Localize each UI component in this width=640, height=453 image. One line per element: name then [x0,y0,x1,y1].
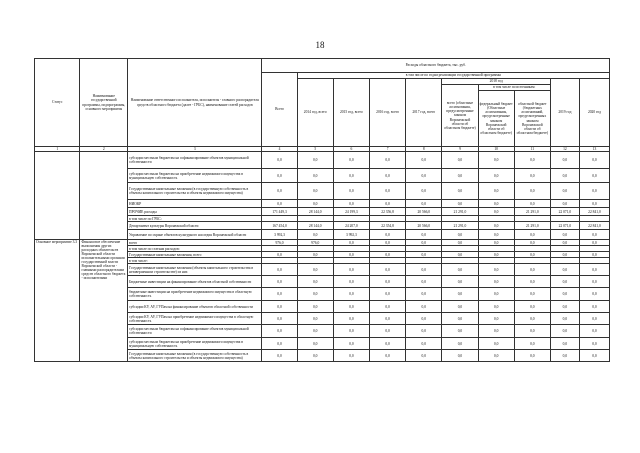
value-cell: 20 566,0 [406,222,442,230]
value-cell: 0,0 [478,288,514,301]
col-number: 2 [80,147,128,152]
row-label: Государственные капитальные вложения (объекты капитального строительства в незавершенном строительстве) из них [128,264,262,276]
value-cell: 22 841,0 [579,222,609,230]
value-cell: 0,0 [297,288,333,301]
row-label: Государственные капитальные вложения (в государственную собственность в объекты капитального строительства и объекты недвижимого имущества) [128,183,262,200]
value-cell: 3 992,3 [333,230,369,240]
value-cell: 0,0 [297,325,333,338]
value-cell: 976,0 [297,240,333,246]
value-cell: 3 992,3 [262,230,297,240]
value-cell: 0,0 [406,252,442,258]
value-cell: 0,0 [406,301,442,313]
value-cell: 0,0 [406,276,442,288]
value-cell: 0,0 [297,338,333,350]
value-cell: 21 291,0 [442,208,478,216]
row-label: субсидии КУ, АУ, ГУПам на финансирование объектов областной собственности [128,301,262,313]
value-cell: 0,0 [262,301,297,313]
value-cell: 0,0 [514,313,550,325]
value-cell: 0,0 [333,288,369,301]
value-cell: 0,0 [478,301,514,313]
value-cell: 0,0 [262,264,297,276]
value-cell: 0,0 [550,240,579,246]
row-label: субсидии местным бюджетам на приобретение недвижимого имущества в муниципальную собственность [128,338,262,350]
value-cell: 0,0 [550,338,579,350]
value-cell: 0,0 [442,169,478,183]
value-cell: 0,0 [262,252,297,258]
value-cell: 0,0 [442,152,478,169]
value-cell: 0,0 [579,252,609,258]
value-cell: 0,0 [442,200,478,208]
value-cell: 0,0 [333,183,369,200]
value-cell: 0,0 [550,288,579,301]
row-label: бюджетные инвестиции на приобретение недвижимого имущества в областную собственность [128,288,262,301]
value-cell: 167 454,0 [262,222,297,230]
value-cell: 0,0 [406,313,442,325]
value-cell: 0,0 [514,338,550,350]
row-label: ПРОЧИЕ расходы [128,208,262,216]
value-cell: 0,0 [442,264,478,276]
value-cell: 0,0 [579,152,609,169]
value-cell: 0,0 [478,230,514,240]
row-label: Управление по охране объектов культурного наследия Воронежской области [128,230,262,240]
row-label: Государственные капитальные вложения (в государственную собственность в объекты капитального строительства и объекты недвижимого имущества) [128,350,262,362]
row-label: Бюджетные инвестиции на финансирование объектов областной собственности [128,276,262,288]
col-number: 5 [297,147,333,152]
value-cell: 0,0 [514,288,550,301]
value-cell: 0,0 [514,152,550,169]
header-2018-reg: областной бюджет (бюджетных ассигнований, предусмотренных законом Воронежской области об областном бюджете) [514,91,550,147]
col-number: 3 [128,147,262,152]
value-cell: 0,0 [406,288,442,301]
row-label: субсидии местным бюджетам на софинансирование объектов муниципальной собственности [128,325,262,338]
value-cell: 0,0 [550,200,579,208]
value-cell: 0,0 [406,325,442,338]
value-cell: 0,0 [478,200,514,208]
value-cell: 0,0 [370,264,406,276]
value-cell: 0,0 [550,301,579,313]
value-cell: 0,0 [406,240,442,246]
value-cell: 21 291,0 [514,222,550,230]
value-cell: 0,0 [478,350,514,362]
value-cell: 0,0 [579,230,609,240]
value-cell: 0,0 [478,313,514,325]
value-cell: 0,0 [333,152,369,169]
value-cell: 0,0 [442,183,478,200]
value-cell: 24 207,0 [333,222,369,230]
value-cell: 0,0 [514,230,550,240]
value-cell: 0,0 [478,264,514,276]
value-cell: 0,0 [370,338,406,350]
value-cell: 0,0 [478,208,514,216]
value-cell: 22 354,8 [370,222,406,230]
value-cell: 0,0 [550,276,579,288]
col-number: 10 [478,147,514,152]
table-body [35,152,610,362]
value-cell: 0,0 [442,301,478,313]
value-cell: 0,0 [579,313,609,325]
value-cell: 0,0 [442,325,478,338]
col-number: 9 [442,147,478,152]
row-label: субсидии местным бюджетам на приобретение недвижимого имущества в муниципальную собственность [128,169,262,183]
value-cell: 0,0 [333,200,369,208]
col-number: 7 [370,147,406,152]
header-2015: 2015 год, всего [333,79,369,147]
value-cell: 0,0 [550,183,579,200]
header-incl-years: в том числе по годам реализации государственной программы [297,73,609,79]
row-label: в том числе: [128,258,262,264]
value-cell: 0,0 [478,240,514,246]
value-cell: 0,0 [262,350,297,362]
value-cell: 0,0 [550,313,579,325]
value-cell: 0,0 [297,200,333,208]
col-number: 13 [579,147,609,152]
value-cell: 0,0 [478,183,514,200]
value-cell: 0,0 [406,169,442,183]
value-cell: 0,0 [514,200,550,208]
value-cell: 0,0 [297,276,333,288]
value-cell: 0,0 [333,313,369,325]
value-cell: 0,0 [442,230,478,240]
value-cell: 0,0 [370,350,406,362]
value-cell: 0,0 [262,313,297,325]
header-total: Всего [262,73,297,147]
value-cell: 0,0 [406,338,442,350]
col-number: 6 [333,147,369,152]
col-number: 4 [262,147,297,152]
header-status: Статус [35,59,80,147]
value-cell: 0,0 [262,276,297,288]
value-cell: 0,0 [478,252,514,258]
value-cell: 22 071,0 [550,222,579,230]
value-cell: 0,0 [333,276,369,288]
value-cell: 0,0 [297,313,333,325]
table-header [35,59,610,152]
value-cell: 0,0 [478,325,514,338]
section-status: Основное мероприятие 3.3 [35,240,80,362]
header-expenses: Расходы областного бюджета, тыс. руб. [262,59,610,73]
value-cell: 0,0 [550,230,579,240]
value-cell: 0,0 [333,301,369,313]
value-cell: 0,0 [333,325,369,338]
value-cell: 0,0 [406,264,442,276]
value-cell: 0,0 [406,152,442,169]
value-cell: 0,0 [333,252,369,258]
value-cell: 0,0 [262,169,297,183]
page-number: 18 [315,40,325,50]
value-cell: 0,0 [579,288,609,301]
value-cell: 0,0 [514,183,550,200]
value-cell: 0,0 [297,152,333,169]
value-cell: 0,0 [579,200,609,208]
value-cell: 28 144,0 [297,208,333,216]
value-cell: 21 291,0 [514,208,550,216]
header-ministry: Наименование ответственного исполнителя, исполнителя - главного распорядителя средств областного бюджета (далее - ГРБС), наименование статей расходов [128,59,262,147]
value-cell: 0,0 [550,169,579,183]
value-cell: 976,0 [262,240,297,246]
value-cell: 0,0 [406,183,442,200]
value-cell: 0,0 [579,264,609,276]
value-cell: 0,0 [370,325,406,338]
value-cell: 0,0 [297,350,333,362]
header-2020: 2020 год [579,79,609,147]
value-cell: 0,0 [262,183,297,200]
value-cell: 0,0 [550,350,579,362]
value-cell: 0,0 [579,301,609,313]
value-cell: 0,0 [297,169,333,183]
header-2016: 2016 год, всего [370,79,406,147]
value-cell: 0,0 [579,338,609,350]
row-label: НИОКР [128,200,262,208]
header-2018: 2018 год [442,79,551,85]
value-cell: 0,0 [297,230,333,240]
value-cell: 0,0 [514,252,550,258]
row-label: субсидии КУ, АУ, ГУПам на приобретение недвижимого имущества в областную собственность [128,313,262,325]
value-cell: 0,0 [514,301,550,313]
value-cell: 0,0 [370,200,406,208]
value-cell: 0,0 [297,264,333,276]
value-cell: 21 291,0 [442,222,478,230]
status-cell-empty [35,152,80,240]
value-cell: 0,0 [478,169,514,183]
value-cell: 22 071,0 [550,208,579,216]
value-cell: 0,0 [333,338,369,350]
row-label: в том числе по ГРБС: [128,216,262,222]
value-cell: 0,0 [579,276,609,288]
value-cell: 0,0 [370,152,406,169]
value-cell: 0,0 [333,240,369,246]
header-2018-total: всего (областные ассигнования, предусмотренные законом Воронежской области об областном бюджете) [442,85,478,147]
value-cell: 0,0 [262,288,297,301]
value-cell: 28 144,0 [297,222,333,230]
col-number: 11 [514,147,550,152]
value-cell: 0,0 [370,230,406,240]
budget-table [34,58,610,362]
value-cell: 0,0 [478,276,514,288]
value-cell: 22 356,8 [370,208,406,216]
value-cell: 171 449,3 [262,208,297,216]
value-cell: 0,0 [514,350,550,362]
value-cell: 22 841,0 [579,208,609,216]
value-cell: 0,0 [442,252,478,258]
value-cell: 0,0 [262,338,297,350]
row-label: всего [128,240,262,246]
value-cell: 0,0 [478,222,514,230]
row-label: Департамент культуры Воронежской области [128,222,262,230]
value-cell: 0,0 [333,264,369,276]
value-cell: 0,0 [442,240,478,246]
col-number: 1 [35,147,80,152]
value-cell: 0,0 [370,183,406,200]
value-cell: 0,0 [297,252,333,258]
value-cell: 0,0 [262,152,297,169]
value-cell: 0,0 [333,169,369,183]
value-cell: 0,0 [579,169,609,183]
value-cell: 0,0 [370,301,406,313]
value-cell: 0,0 [370,288,406,301]
col-number: 8 [406,147,442,152]
value-cell: 0,0 [579,240,609,246]
value-cell: 0,0 [478,338,514,350]
table-row [35,152,610,169]
header-2017: 2017 год, всего [406,79,442,147]
value-cell: 0,0 [442,313,478,325]
value-cell: 0,0 [514,325,550,338]
value-cell: 0,0 [550,152,579,169]
row-label: Государственные капитальные вложения, всего [128,252,262,258]
value-cell: 0,0 [579,350,609,362]
value-cell: 0,0 [406,350,442,362]
row-label: в том числе по статьям расходов: [128,246,262,252]
value-cell: 0,0 [370,169,406,183]
value-cell: 0,0 [579,325,609,338]
value-cell: 0,0 [333,350,369,362]
value-cell: 0,0 [370,240,406,246]
value-cell: 0,0 [297,183,333,200]
value-cell: 0,0 [514,264,550,276]
value-cell: 0,0 [579,183,609,200]
value-cell: 0,0 [514,276,550,288]
value-cell: 0,0 [370,276,406,288]
value-cell: 0,0 [442,350,478,362]
value-cell: 0,0 [370,252,406,258]
value-cell: 0,0 [514,240,550,246]
value-cell: 0,0 [406,200,442,208]
name-cell-empty [80,152,128,240]
value-cell: 0,0 [550,252,579,258]
value-cell: 0,0 [514,169,550,183]
header-name: Наименование государственной программы, подпрограммы, основного мероприятия [80,59,128,147]
row-label: субсидии местным бюджетам на софинансирование объектов муниципальной собственности [128,152,262,169]
value-cell: 24 199,3 [333,208,369,216]
header-sources: в том числе по источникам: [478,85,550,91]
header-2019: 2019 год [550,79,579,147]
section-name: Финансовое обеспечение выполнения других расходных обязательств Воронежской области исполнительными органами государственной власти Воронежской области - главными распорядителями средств областного бюджета - исполнителями [80,240,128,362]
value-cell: 0,0 [262,325,297,338]
value-cell: 0,0 [550,264,579,276]
value-cell: 0,0 [262,200,297,208]
value-cell: 0,0 [478,152,514,169]
value-cell: 0,0 [550,325,579,338]
value-cell: 0,0 [442,338,478,350]
value-cell: 0,0 [442,276,478,288]
value-cell: 0,0 [442,288,478,301]
value-cell: 0,0 [370,313,406,325]
col-number: 12 [550,147,579,152]
value-cell: 0,0 [406,230,442,240]
header-2018-fed: федеральный бюджет (Областные ассигнования, предусмотренные законом Воронежской области об областном бюджете) [478,91,514,147]
value-cell: 20 566,0 [406,208,442,216]
value-cell: 0,0 [297,301,333,313]
header-2014: 2014 год, всего [297,79,333,147]
